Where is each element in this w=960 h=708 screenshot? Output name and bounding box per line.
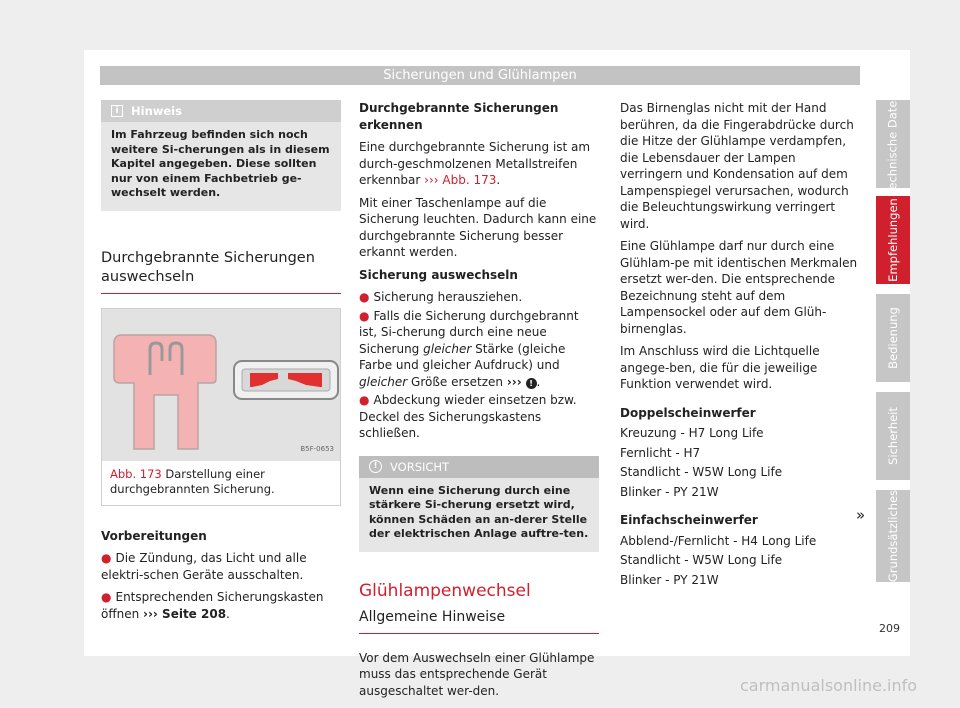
figure-label: Abb. 173 <box>110 466 162 481</box>
page-number: 209 <box>879 622 900 635</box>
einfachscheinwerfer-heading: Einfachscheinwerfer <box>620 513 758 527</box>
erkennen-paragraph-2: Mit einer Taschenlampe auf die Sicherung leuchten. Dadurch kann eine durchgebrannte Sicherung besser erkannt werden. <box>359 195 597 259</box>
hinweis-text: Im Fahrzeug befinden sich noch weitere Si-cherungen als in diesem Kapitel angegeben. Diese sollten nur von einem Fachbetrieb ge-wechselt werden. <box>111 128 330 199</box>
list-item: ● Falls die Sicherung durchgebrannt ist, Si-cherung durch eine neue Sicherung gleicher Stärke (gleiche Farbe und gleicher Aufdruck) und gleicher Größe ersetzen ››› ! . <box>359 308 579 389</box>
figure-173 <box>101 308 341 506</box>
list-item: Abblend-/Fernlicht - H4 Long Life <box>620 533 817 548</box>
tab-bedienung[interactable]: Bedienung <box>876 294 910 382</box>
info-icon: i <box>111 105 123 117</box>
paragraph: Das Birnenglas nicht mit der Hand berühren, da die Fingerabdrücke durch die Hitze der Glühlampe verdampfen, die Lebensdauer der Lampen verringern und Kondensation auf dem Lampenspiegel verursachen, wodurch die Beleuchtungswirkung verringert wird. <box>620 101 854 231</box>
erkennen-heading: Durchgebrannte Sicherungen erkennen <box>359 101 559 132</box>
fuse-illustration <box>102 309 340 461</box>
page-header: Sicherungen und Glühlampen <box>100 66 860 85</box>
warning-ref-link[interactable]: ››› <box>506 374 522 389</box>
figure-caption-text: Darstellung einer durchgebrannten Sicherung. <box>110 466 275 496</box>
watermark: carmanualsonline.info <box>740 676 918 695</box>
page-ref-link[interactable]: ››› Seite 208 <box>143 606 227 621</box>
paragraph: Im Anschluss wird die Lichtquelle angege-ben, die für die jeweilige Funktion verwendet wird. <box>620 344 820 391</box>
list-item: ● Die Zündung, das Licht und alle elektri-schen Geräte ausschalten. <box>101 551 307 582</box>
list-item: Blinker - PY 21W <box>620 572 719 587</box>
gluehlampe-intro: Vor dem Auswechseln einer Glühlampe muss das entsprechende Gerät ausgeschaltet wer-den. <box>359 650 595 698</box>
caution-icon: ! <box>369 460 382 473</box>
figure-caption <box>102 461 340 505</box>
section-title-gluehlampen: Glühlampenwechsel <box>359 580 531 601</box>
list-item: ● Entsprechenden Sicherungskasten öffnen ››› Seite 208. <box>101 590 324 621</box>
figure-ref-link[interactable]: ››› Abb. 173 <box>424 173 497 187</box>
vorsicht-box <box>359 456 599 552</box>
list-item: Fernlicht - H7 <box>620 445 701 460</box>
tab-grundsaetzliches[interactable]: Grundsätzliches <box>876 490 910 582</box>
column-right <box>620 100 860 591</box>
section-subtitle: Allgemeine Hinweise <box>359 608 599 634</box>
fuse-drawing <box>102 309 340 461</box>
hinweis-label: Hinweis <box>131 104 182 118</box>
tab-technische-daten[interactable]: Technische Daten <box>876 100 910 188</box>
tab-sicherheit[interactable]: Sicherheit <box>876 392 910 480</box>
auswechseln-heading: Sicherung auswechseln <box>359 267 518 282</box>
vorsicht-text: Wenn eine Sicherung durch eine stärkere Si-cherung ersetzt wird, können Schäden an an-derer Stelle der elektrischen Anlage auftre-ten. <box>369 483 589 540</box>
warning-badge-icon: ! <box>526 378 537 389</box>
list-item: ● Abdeckung wieder einsetzen bzw. Deckel des Sicherungskastens schließen. <box>359 393 577 440</box>
doppelscheinwerfer-heading: Doppelscheinwerfer <box>620 405 756 420</box>
hinweis-box <box>101 100 341 211</box>
erkennen-paragraph-1: Eine durchgebrannte Sicherung ist am durch-geschmolzenen Metallstreifen erkennbar ››› Abb. 173. <box>359 140 591 187</box>
tab-empfehlungen[interactable]: Empfehlungen <box>876 196 910 284</box>
vorbereitungen-heading: Vorbereitungen <box>101 528 207 543</box>
column-left <box>101 100 341 628</box>
list-item: Blinker - PY 21W <box>620 484 719 499</box>
list-item: ● Sicherung herausziehen. <box>359 290 523 304</box>
hinweis-header <box>101 100 341 122</box>
paragraph: Eine Glühlampe darf nur durch eine Glühlam-pe mit identischen Merkmalen ersetzt wer-den. Die entsprechende Bezeichnung steht auf dem Lampensockel oder auf dem Glüh-birnenglas. <box>620 239 858 336</box>
list-item: Standlicht - W5W Long Life <box>620 465 783 479</box>
continue-arrow-icon: » <box>856 506 866 524</box>
list-item: Standlicht - W5W Long Life <box>620 553 783 567</box>
vorsicht-header <box>359 456 599 478</box>
column-middle <box>359 100 599 705</box>
section-title-sicherungen: Durchgebrannte Sicherungen auswechseln <box>101 249 341 294</box>
list-item: Kreuzung - H7 Long Life <box>620 426 764 440</box>
figure-code: B5F-0653 <box>300 445 334 453</box>
vorsicht-label: VORSICHT <box>390 459 450 474</box>
